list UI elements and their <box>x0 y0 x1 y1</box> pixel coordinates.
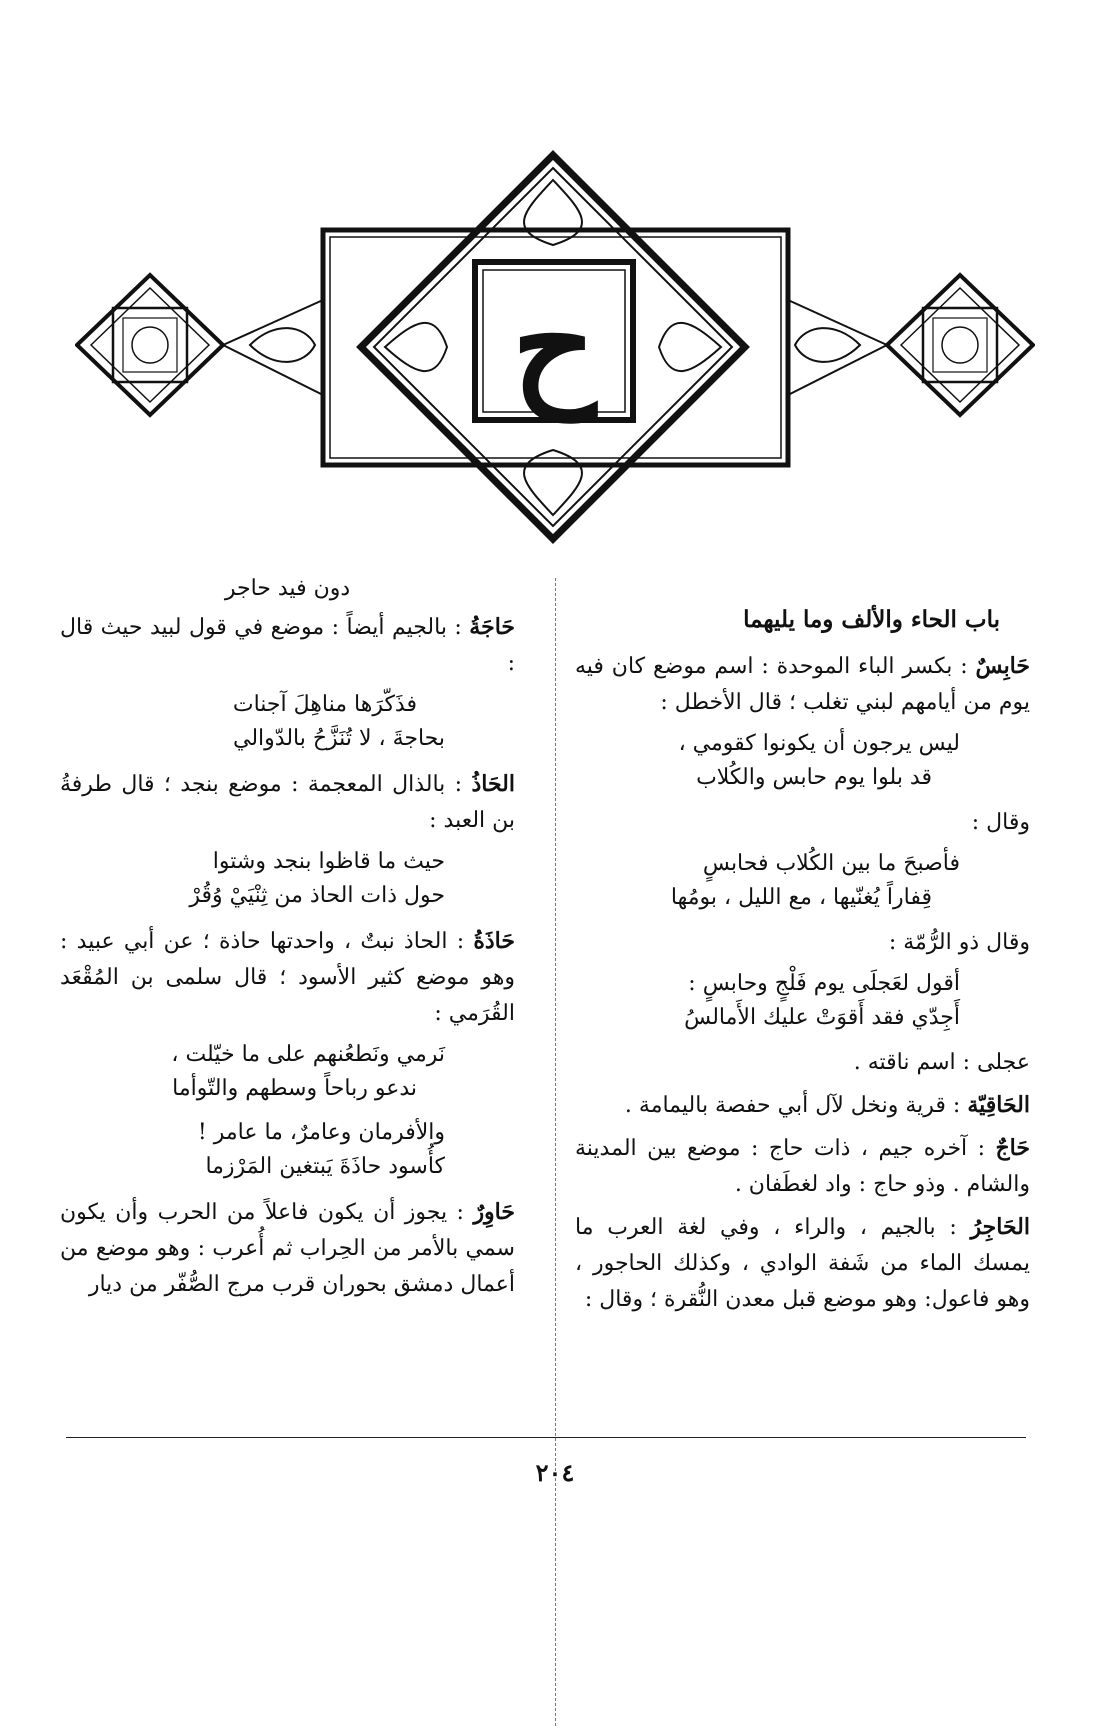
entry-haqiya <box>575 1087 1030 1124</box>
headword: الحَاذُ <box>471 771 515 797</box>
right-column <box>575 572 1030 1324</box>
verse-line: فذَكّرَها مناهِلَ آجنات <box>232 692 417 717</box>
verse-line: أَجِدّي فقد أَقوَتْ عليك الأَمالسُ <box>684 1005 960 1030</box>
footer-rule <box>66 1437 1026 1438</box>
headword: الحَاجِرُ <box>970 1214 1030 1240</box>
page-number: ٢٠٤ <box>535 1458 575 1487</box>
chapter-letter: ح <box>512 268 596 421</box>
entry-text: : بالجيم أيضاً : موضع في قول لبيد حيث قال : <box>60 615 515 676</box>
entry-text: : آخره جيم ، ذات حاج : موضع بين المدينة والشام . وذو حاج : واد لغطَفان . <box>575 1136 1030 1197</box>
verse-line: فأصبحَ ما بين الكُلاب فحابسٍ <box>702 851 960 876</box>
headword: حَاوِرٌ <box>473 1199 515 1225</box>
entry-habis <box>575 648 1030 721</box>
verse <box>60 845 515 913</box>
verse-line: قد بلوا يوم حابس والكُلاب <box>696 765 932 790</box>
entry-text: : بكسر الباء الموحدة : اسم موضع كان فيه يوم من أيامهم لبني تغلب ؛ قال الأخطل : <box>575 654 1030 715</box>
continued-verse: دون فيد حاجر <box>224 576 351 601</box>
entry-hajir <box>575 1209 1030 1318</box>
verse-line: قِفاراً يُغنّيها ، مع الليل ، بومُها <box>670 885 932 910</box>
verse <box>575 967 1030 1035</box>
entry-text: : قرية ونخل لآل أبي حفصة باليمامة . <box>624 1093 968 1118</box>
verse-line: والأفرمان وعامرٌ، ما عامر ! <box>197 1120 445 1145</box>
entry-text: وقال ذو الرُّمّة : <box>888 930 1030 955</box>
verse-line: أقول لعَجلَى يوم فَلْجٍ وحابسٍ : <box>688 971 960 996</box>
headword: حَاذَةُ <box>473 928 515 954</box>
headword: الحَاقِيّة <box>967 1092 1030 1118</box>
verse <box>60 688 515 756</box>
entry-text: : بالجيم ، والراء ، وفي لغة العرب ما يمسك الماء من شَفة الوادي ، وكذلك الحاجور ، وهو فاعول: وهو موضع قبل معدن النُّقرة ؛ وقال : <box>575 1215 1030 1312</box>
verse-line: نَرمي ونَطعُنهم على ما خيّلت ، <box>171 1042 445 1067</box>
entry-hadha <box>60 923 515 1032</box>
ornamental-header <box>75 150 1035 545</box>
headword: حَابِسٌ <box>975 653 1030 679</box>
verse-line: ندعو رباحاً وسطهم والتّوأما <box>172 1076 417 1101</box>
verse-line: كأُسود حاذَةَ يَبتغين المَرْزما <box>205 1154 445 1179</box>
left-column <box>60 572 515 1309</box>
entry-text: : يجوز أن يكون فاعلاً من الحرب وأن يكون سمي بالأمر من الحِراب ثم أُعرب : وهو موضع من أعمال دمشق بحوران قرب مرج الصُّفّر من ديار <box>60 1200 515 1297</box>
verse <box>60 1038 515 1106</box>
verse <box>575 847 1030 915</box>
headword: حَاجٌ <box>995 1135 1030 1161</box>
entry-haj <box>575 1130 1030 1203</box>
entry-text: عجلى : اسم ناقته . <box>853 1050 1030 1075</box>
entry-text: : الحاذ نبتٌ ، واحدتها حاذة ؛ عن أبي عبيد : وهو موضع كثير الأسود ؛ قال سلمى بن المُقْعَد القُرَمي : <box>60 929 515 1026</box>
section-heading: باب الحاء والألف وما يليهما <box>743 606 1000 633</box>
entry-hadh <box>60 766 515 839</box>
text-columns <box>60 572 1030 1732</box>
verse <box>575 727 1030 795</box>
verse <box>60 1116 515 1184</box>
entry-haja <box>60 609 515 682</box>
entry-text: : بالذال المعجمة : موضع بنجد ؛ قال طرفةُ بن العبد : <box>60 772 515 833</box>
verse-line: بحاجةَ ، لا تُنَزَّحُ بالدّوالي <box>233 726 445 751</box>
verse-line: حول ذات الحاذ من ثِنْيَيْ وُقُرْ <box>189 883 445 908</box>
entry-text: وقال : <box>971 810 1030 835</box>
verse-line: ليس يرجون أن يكونوا كقومي ، <box>678 731 960 756</box>
entry-hawir <box>60 1194 515 1303</box>
headword: حَاجَةُ <box>469 614 515 640</box>
verse-line: حيث ما قاظوا بنجد وشتوا <box>212 849 445 874</box>
